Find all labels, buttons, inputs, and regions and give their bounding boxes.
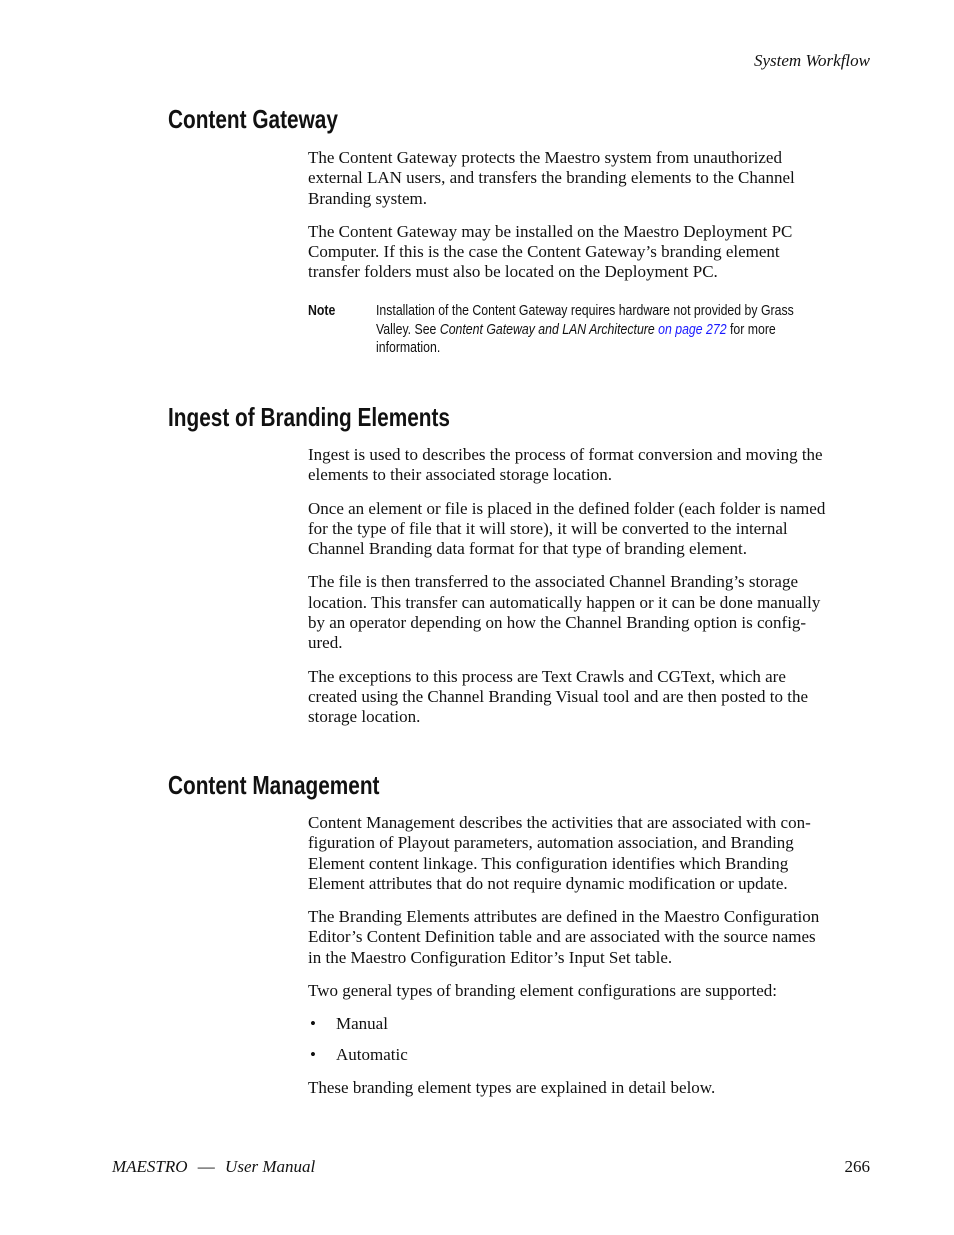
paragraph-line: storage location. [308,707,421,727]
paragraph-line: Editor’s Content Definition table and are associated with the source names [308,927,816,947]
paragraph-line: external LAN users, and transfers the branding elements to the Channel [308,168,795,188]
closing-paragraph [308,1078,878,1098]
paragraph-line: ured. [308,633,343,653]
paragraph-line: Channel Branding data format for that type of branding element. [308,539,748,559]
paragraph-line: Branding system. [308,188,427,208]
paragraph [308,572,878,653]
paragraph-line: transfer folders must also be located on the Deployment PC. [308,262,718,282]
paragraph-line: created using the Channel Branding Visual tool and are then posted to the [308,686,809,706]
paragraph-line: Two general types of branding element configurations are supported: [308,981,777,1001]
paragraph-line: location. This transfer can automatically happen or it can be done manually [308,592,821,612]
ingest-body [308,445,878,741]
paragraph-line: Element content linkage. This configuration identifies which Branding [308,853,789,873]
paragraph-line: The Content Gateway protects the Maestro system from unauthorized [308,148,782,167]
paragraph-line: The file is then transferred to the associated Channel Branding’s storage [308,572,799,592]
paragraph [308,222,878,283]
note-line: Installation of the Content Gateway requires hardware not provided by Grass [376,302,794,319]
running-header: System Workflow [753,51,870,70]
paragraph-line: Ingest is used to describes the process of format conversion and moving the [308,445,823,464]
paragraph [308,445,878,486]
note-text [376,302,901,358]
paragraph-line: Element attributes that do not require dynamic modification or update. [308,873,788,893]
section-heading-ingest: Ingest of Branding Elements [168,402,450,432]
note-line [376,321,901,340]
paragraph-line: elements to their associated storage location. [308,465,613,485]
paragraph-line: The Content Gateway may be installed on the Maestro Deployment PC [308,221,793,241]
note-text-fragment: for more [726,320,776,338]
note-block [308,302,878,362]
note-label: Note [308,302,336,319]
page-link[interactable]: on page 272 [658,320,727,338]
note-text-fragment: Valley. See [376,320,440,338]
paragraph [308,813,878,894]
paragraph-line: by an operator depending on how the Channel Branding option is config- [308,613,807,633]
content-management-body [308,813,878,1111]
footer-separator: — [197,1157,215,1176]
paragraph-line: The Branding Elements attributes are defined in the Maestro Configuration [308,907,820,927]
paragraph-line: The exceptions to this process are Text Crawls and CGText, which are [308,666,786,686]
paragraph [308,499,878,560]
bullet-item [308,1014,878,1034]
bullet-icon: • [310,1044,316,1064]
bullet-icon: • [310,1014,316,1034]
content-gateway-body [308,148,878,296]
paragraph-line: for the type of file that it will store), it will be converted to the internal [308,518,788,538]
paragraph [308,907,878,968]
paragraph-line: Once an element or file is placed in the defined folder (each folder is named [308,498,826,518]
section-heading-content-management: Content Management [168,770,380,800]
footer-manual: User Manual [225,1157,316,1176]
paragraph [308,981,878,1001]
paragraph-line: figuration of Playout parameters, automation association, and Branding [308,833,794,853]
section-heading-content-gateway: Content Gateway [168,104,338,134]
bullet-text: Manual [336,1014,388,1034]
cross-reference-title: Content Gateway and LAN Architecture [439,320,655,338]
paragraph-line: These branding element types are explained in detail below. [308,1077,716,1097]
note-line: information. [376,339,441,356]
content-management-paragraphs [308,813,878,1001]
paragraph-line: in the Maestro Configuration Editor’s Input Set table. [308,947,673,967]
paragraph [308,148,878,209]
bullet-item [308,1045,878,1065]
paragraph [308,667,878,728]
footer-product: MAESTRO [112,1157,188,1176]
paragraph-line: Content Management describes the activities that are associated with con- [308,813,811,832]
paragraph-line: Computer. If this is the case the Content Gateway’s branding element [308,242,780,262]
bullet-text: Automatic [336,1044,408,1064]
page-number: 266 [844,1157,870,1176]
footer-title [112,1156,315,1178]
